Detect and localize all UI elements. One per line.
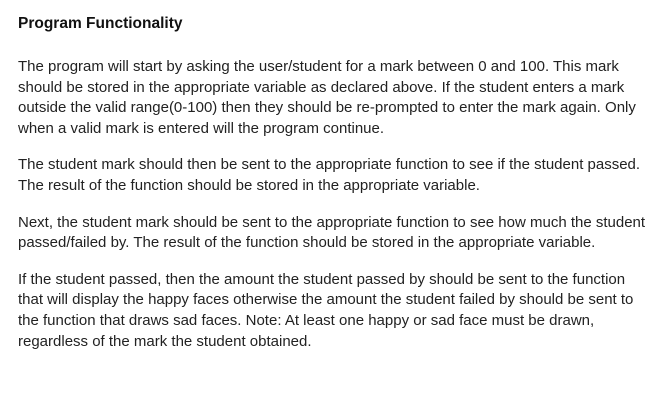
section-heading: Program Functionality: [18, 15, 183, 32]
paragraph-input-prompt: The program will start by asking the user/student for a mark between 0 and 100. This mark should be stored in the appropriate variable as declared above. If the student enters a mark outside the valid range(0-100) then they should be re-prompted to enter the mark again. Only when a valid mark is entered will the program continue.: [18, 58, 636, 137]
paragraph-difference: Next, the student mark should be sent to the appropriate function to see how much the student passed/failed by. The result of the function should be stored in the appropriate variable.: [18, 213, 646, 252]
paragraph-faces: If the student passed, then the amount the student passed by should be sent to the function that will display the happy faces otherwise the amount the student failed by should be sent to the function that draws sad faces. Note: At least one happy or sad face must be drawn, regardless of the mark the student obtained.: [18, 270, 634, 350]
document-body: [18, 14, 648, 368]
paragraph-pass-check: The student mark should then be sent to the appropriate function to see if the student passed. The result of the function should be stored in the appropriate variable.: [18, 156, 641, 194]
